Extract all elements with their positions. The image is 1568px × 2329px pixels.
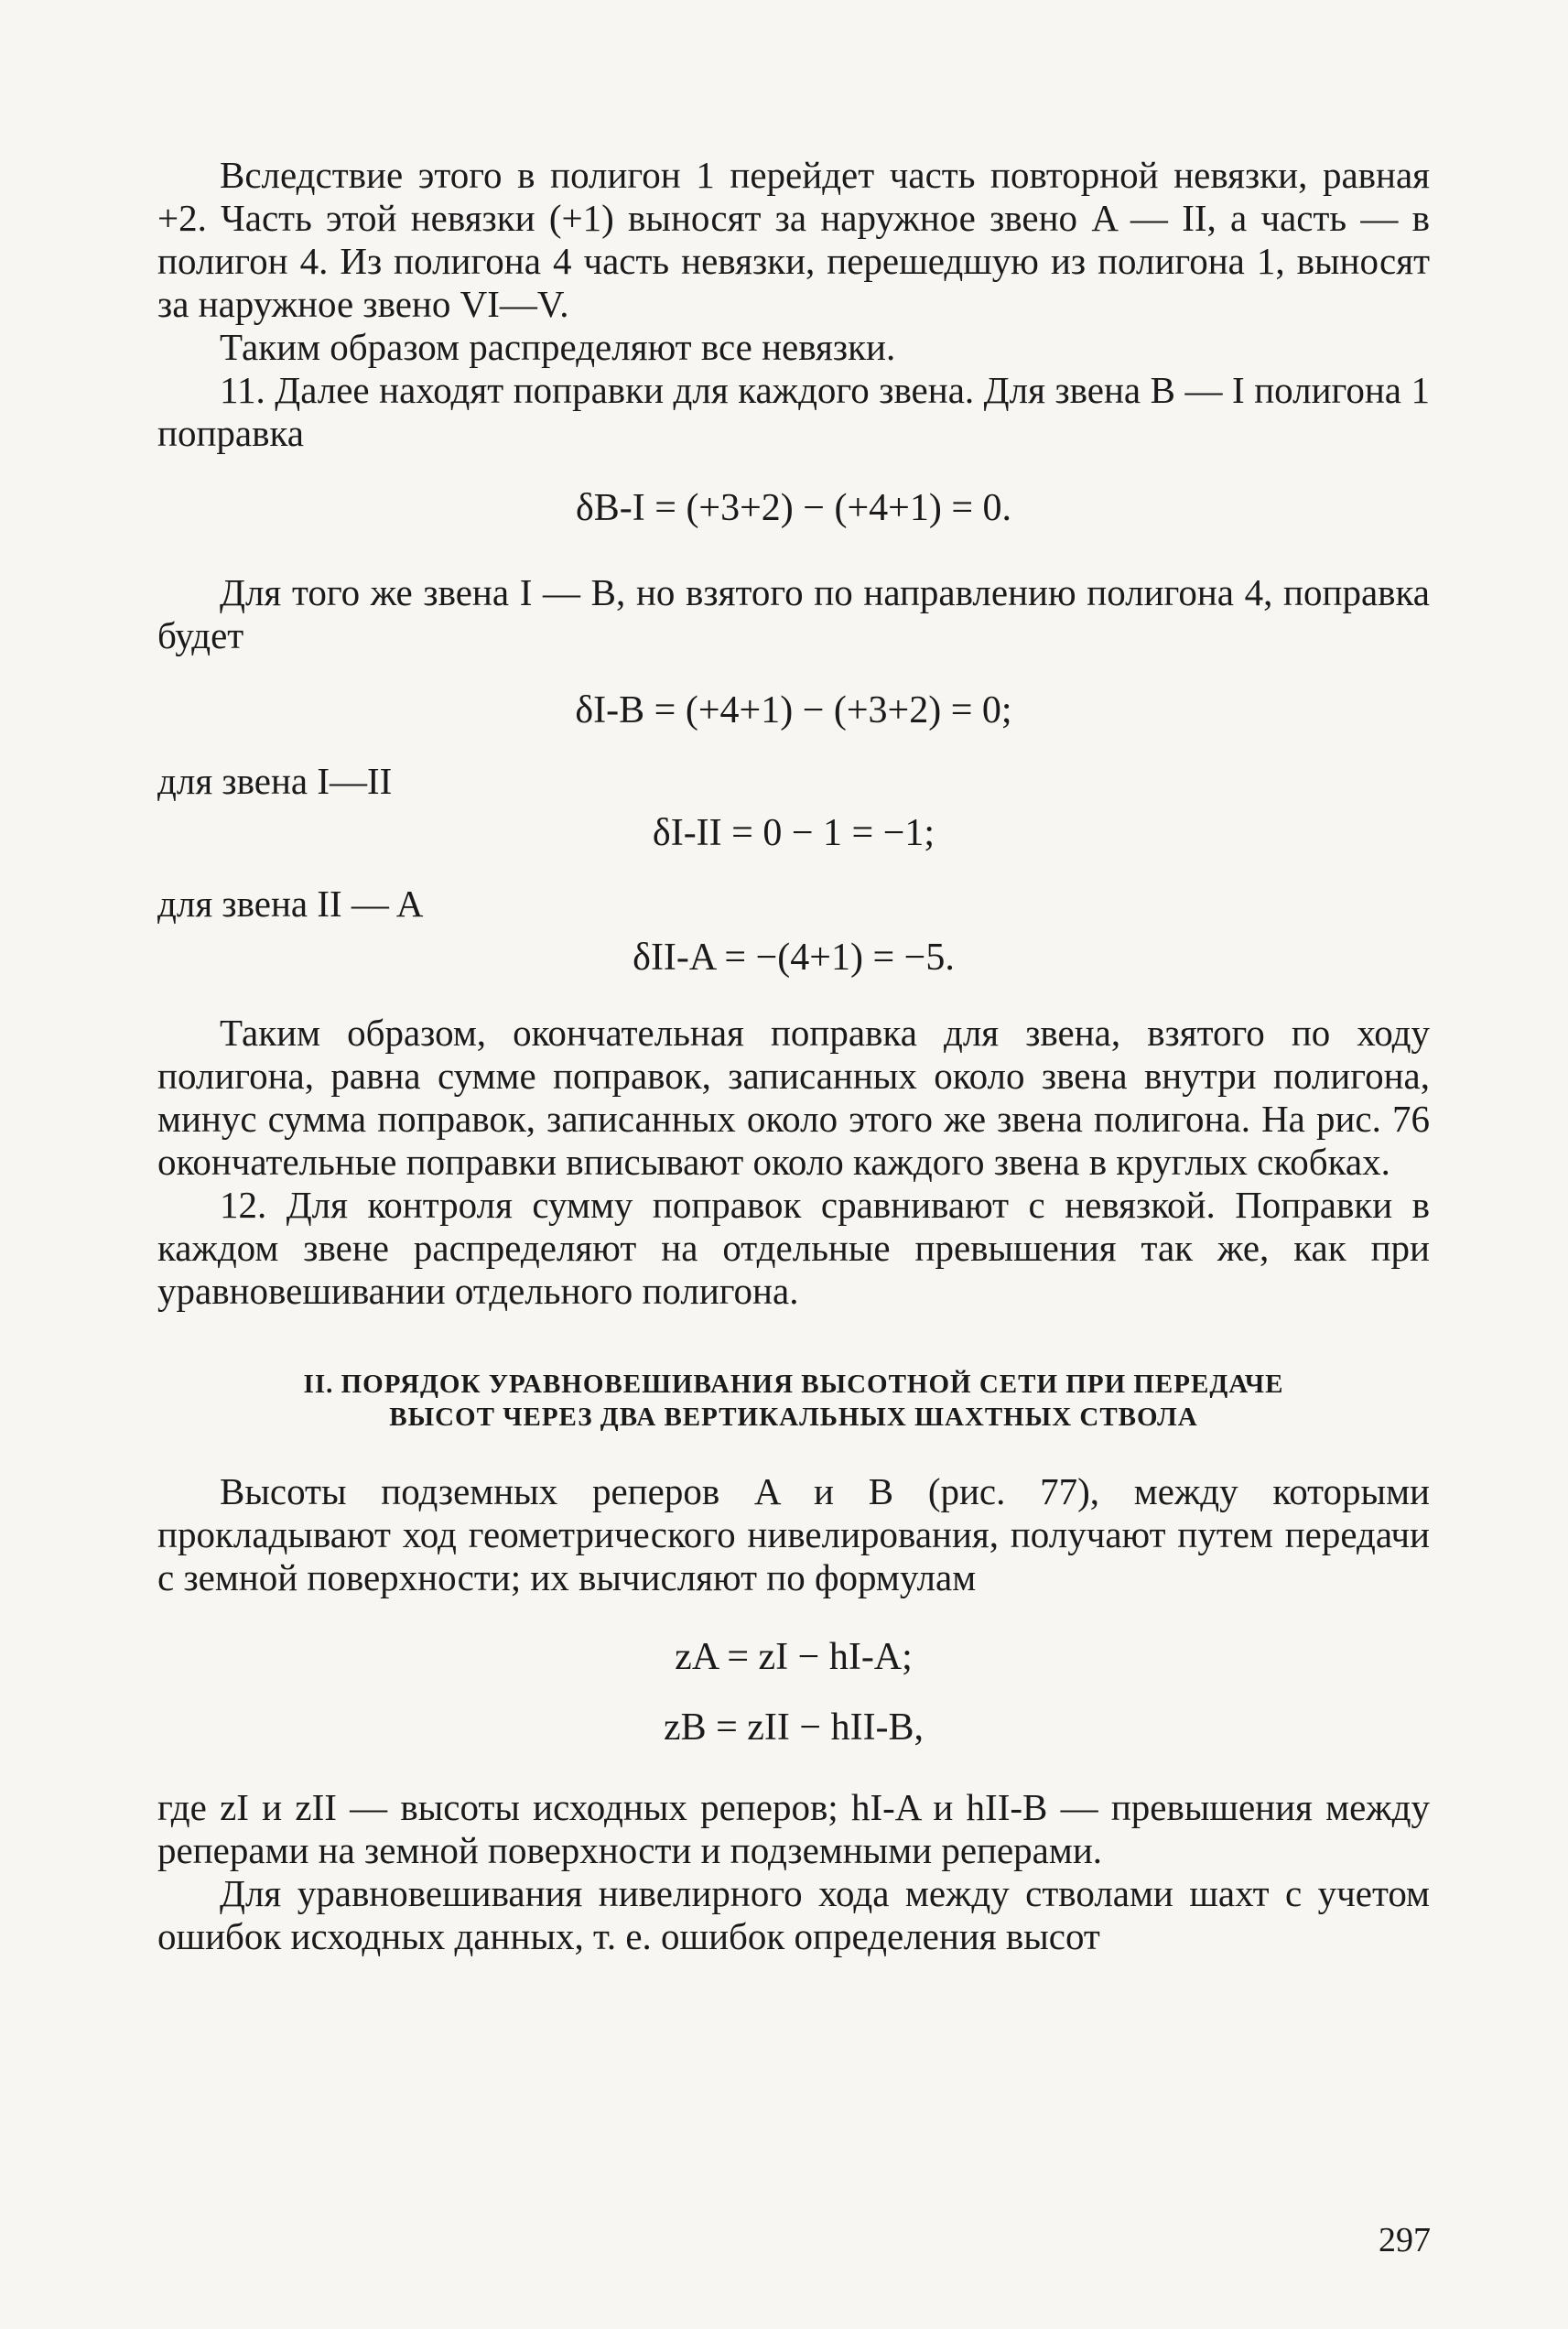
paragraph-10: где zI и zII — высоты исходных реперов; hI-A и hII-B — превышения между реперами на земной поверхности и подземными реперами.	[157, 1786, 1430, 1871]
paragraph-5: для звена I—II	[157, 760, 393, 802]
page-number: 297	[1379, 2221, 1431, 2259]
formula-delta-b-i: δB-I = (+3+2) − (+4+1) = 0.	[575, 487, 1012, 529]
paragraph-2: Таким образом распределяют все невязки.	[220, 326, 896, 368]
section-heading	[157, 1368, 1430, 1434]
formula-delta-i-ii: δI-II = 0 − 1 = −1;	[652, 812, 935, 854]
paragraph-9: Высоты подземных реперов A и B (рис. 77), между которыми прокладывают ход геометрического нивелирования, получают путем передачи с земной поверхности; их вычисляют по формулам	[157, 1470, 1430, 1598]
paragraph-1: Вследствие этого в полигон 1 перейдет часть повторной невязки, равная +2. Часть этой невязки (+1) выносят за наружное звено A — II, а часть — в полигон 4. Из полигона 4 часть невязки, перешедшую из полигона 1, выносят за наружное звено VI—V.	[157, 154, 1430, 325]
paragraph-6: для звена II — A	[157, 883, 424, 925]
paragraph-4: Для того же звена I — B, но взятого по направлению полигона 4, поправка будет	[157, 571, 1430, 656]
formula-delta-ii-a: δII-A = −(4+1) = −5.	[633, 937, 955, 979]
paragraph-3: 11. Далее находят поправки для каждого звена. Для звена B — I полигона 1 поправка	[157, 369, 1430, 454]
paragraph-8: 12. Для контроля сумму поправок сравнивают с невязкой. Поправки в каждом звене распределяют на отдельные превышения так же, как при уравновешивании отдельного полигона.	[157, 1184, 1430, 1312]
formula-z-a: zA = zI − hI-A;	[675, 1636, 913, 1678]
paragraph-11: Для уравновешивания нивелирного хода между стволами шахт с учетом ошибок исходных данных, т. е. ошибок определения высот	[157, 1872, 1430, 1957]
formula-z-b: zB = zII − hII-B,	[663, 1706, 925, 1749]
section-heading-line-2: ВЫСОТ ЧЕРЕЗ ДВА ВЕРТИКАЛЬНЫХ ШАХТНЫХ СТВОЛА	[389, 1403, 1198, 1432]
paragraph-7: Таким образом, окончательная поправка для звена, взятого по ходу полигона, равна сумме поправок, записанных около звена внутри полигона, минус сумма поправок, записанных около этого же звена полигона. На рис. 76 окончательные поправки вписывают около каждого звена в круглых скобках.	[157, 1012, 1430, 1183]
section-heading-line-1: II. ПОРЯДОК УРАВНОВЕШИВАНИЯ ВЫСОТНОЙ СЕТИ ПРИ ПЕРЕДАЧЕ	[303, 1370, 1284, 1399]
page-body	[157, 154, 1430, 1958]
formula-delta-i-b: δI-B = (+4+1) − (+3+2) = 0;	[575, 689, 1012, 731]
